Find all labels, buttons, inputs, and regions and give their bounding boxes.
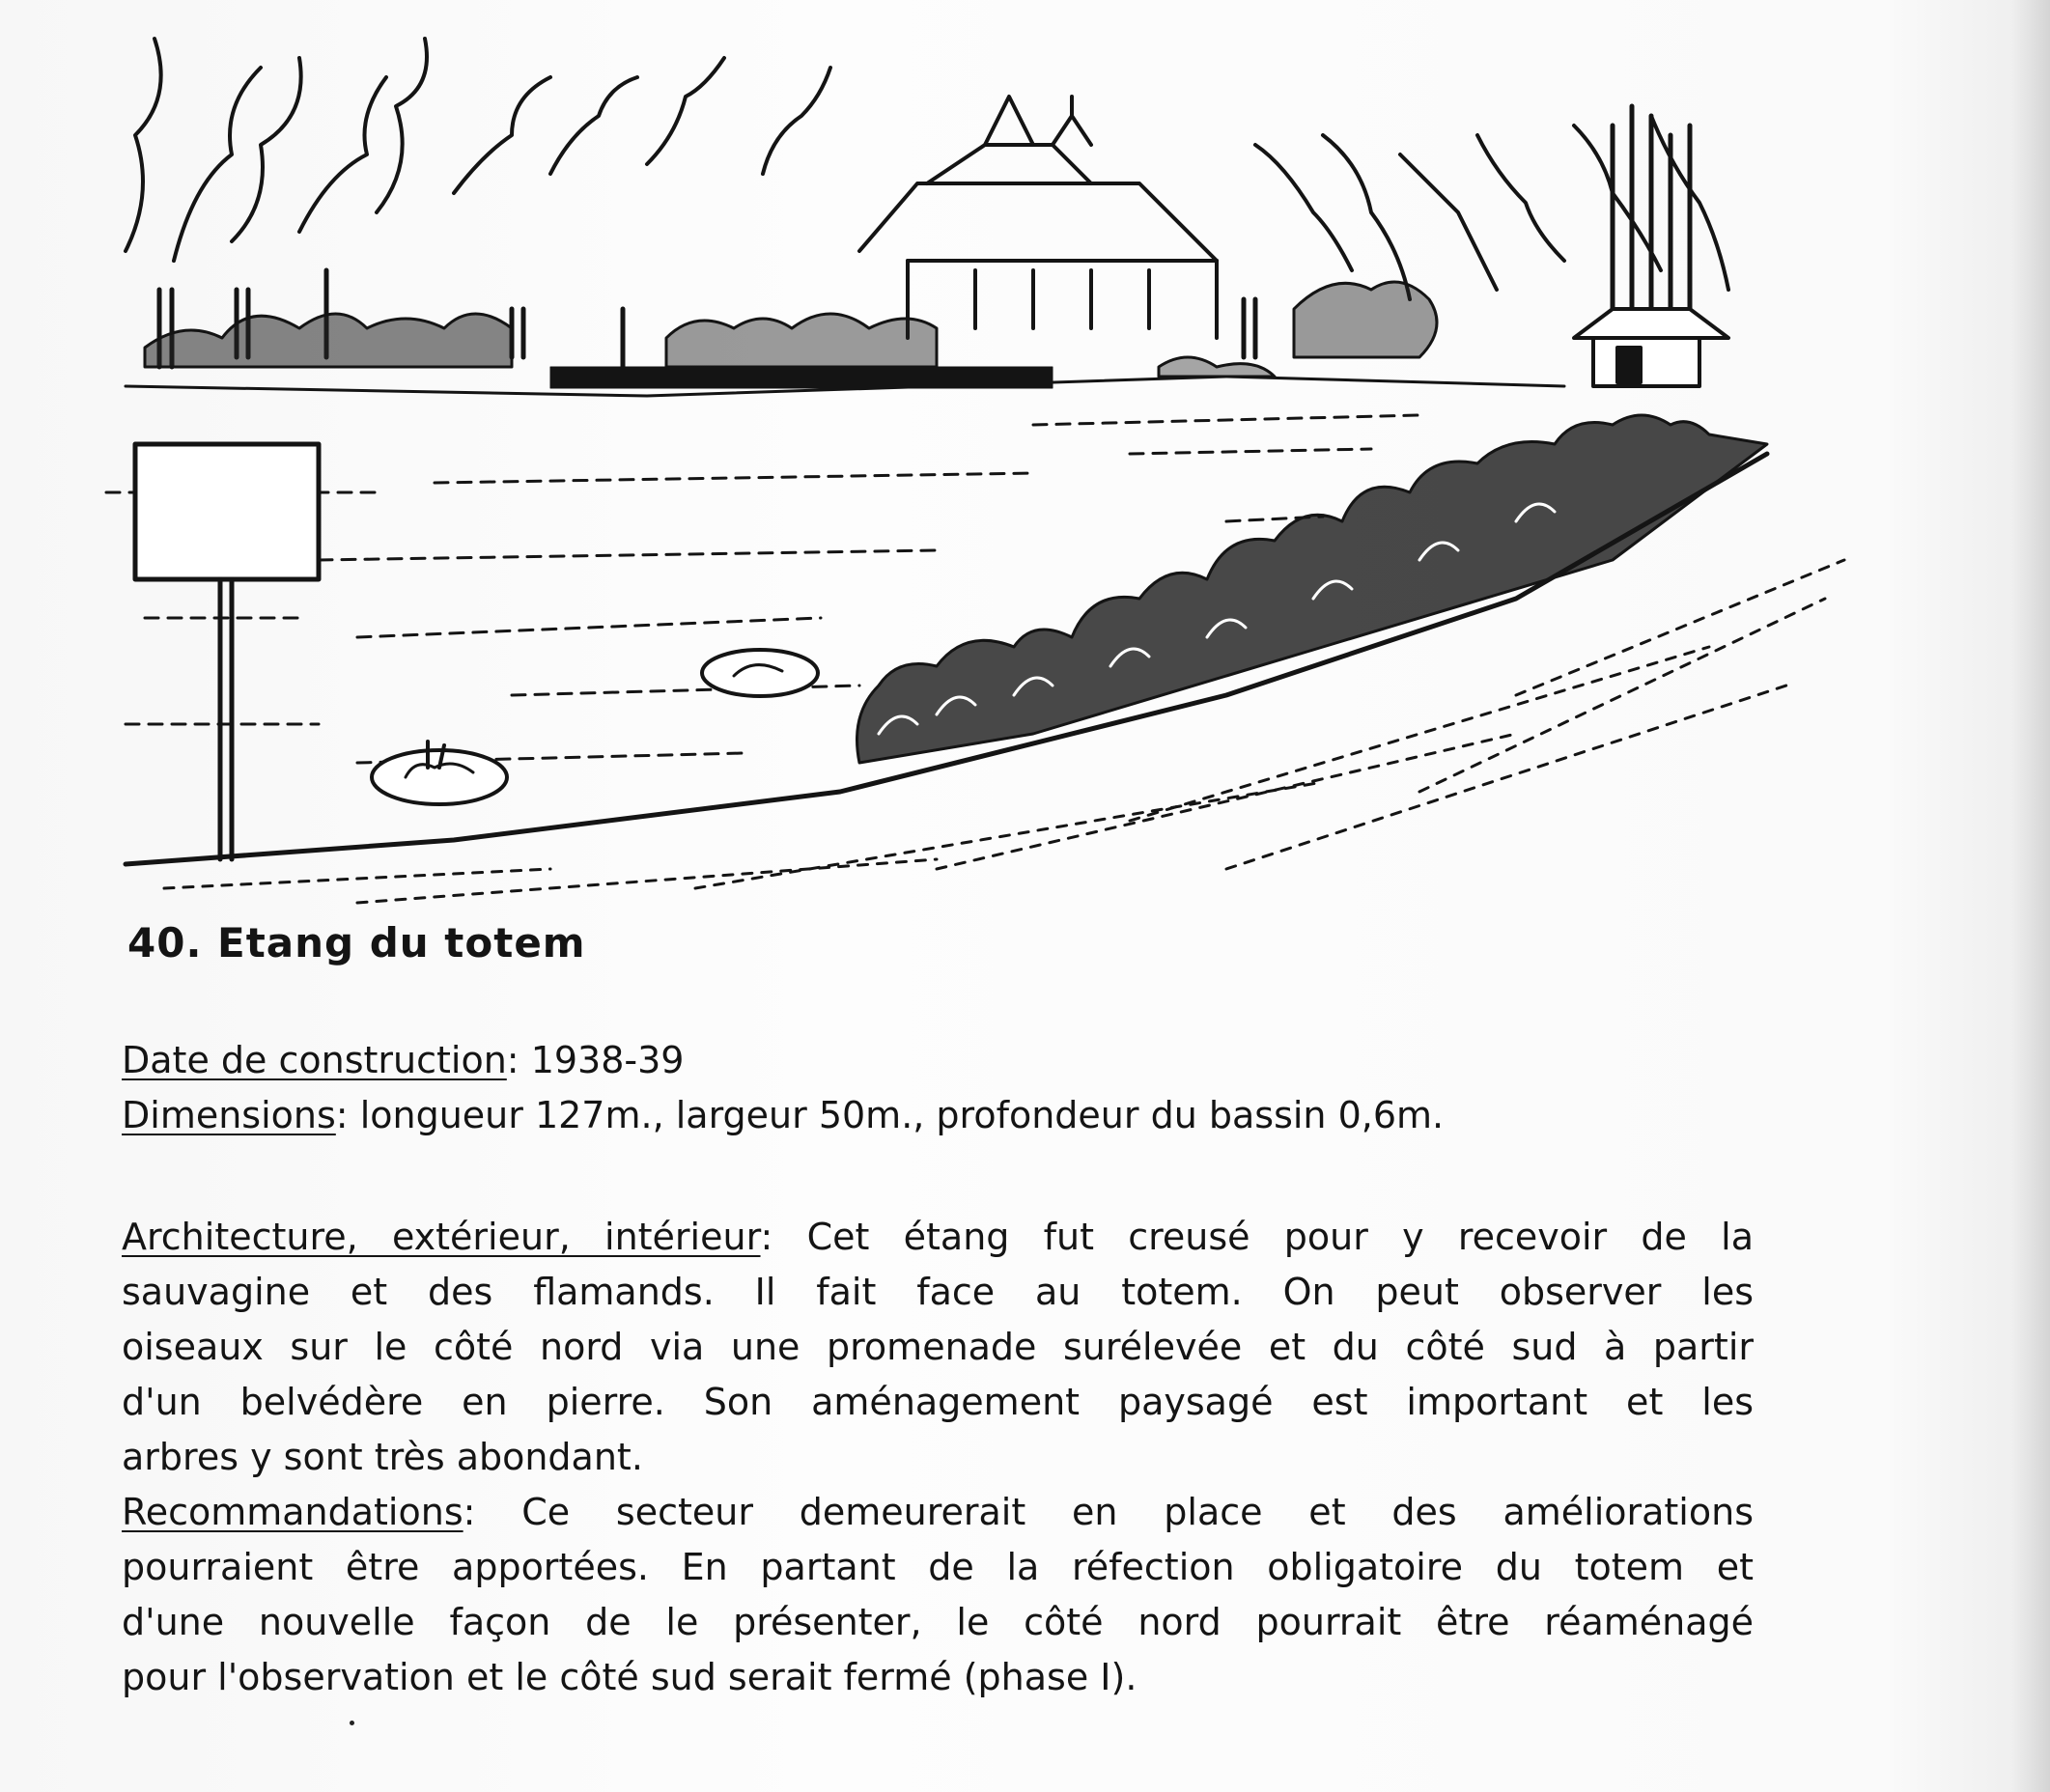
- blank-sign: [135, 444, 319, 859]
- near-bank-shrubs: [857, 415, 1768, 763]
- date-label: Date de construction: [122, 1039, 507, 1081]
- architecture-colon: :: [760, 1216, 773, 1258]
- recommandations-line-4: pour l'observation et le côté sud serait fermé (phase I).: [122, 1656, 1137, 1698]
- belvedere: [1574, 309, 1728, 386]
- stray-dot: [350, 1721, 354, 1725]
- dimensions-label: Dimensions: [122, 1094, 336, 1136]
- recommandations-colon: :: [463, 1491, 476, 1533]
- recommandations-paragraph: [122, 1485, 1754, 1705]
- building: [859, 97, 1217, 338]
- recommandations-line-1: Ce secteur demeurerait en place et des améliorations: [475, 1491, 1754, 1533]
- architecture-paragraph: [122, 1210, 1754, 1485]
- dimensions-value: longueur 127m., largeur 50m., profondeur du bassin 0,6m.: [348, 1094, 1445, 1136]
- architecture-label: Architecture, extérieur, intérieur: [122, 1216, 761, 1258]
- islands: [372, 650, 818, 804]
- date-value: 1938-39: [519, 1039, 685, 1081]
- date-line: [122, 1033, 1754, 1143]
- far-wall: [550, 367, 1053, 388]
- architecture-line-2: sauvagine et des flamands. Il fait face au totem. On peut observer les: [122, 1271, 1754, 1313]
- architecture-line-4: d'un belvédère en pierre. Son aménagement paysagé est important et les: [122, 1381, 1754, 1423]
- pond-illustration: [68, 19, 1864, 917]
- recommandations-line-3: d'une nouvelle façon de le présenter, le côté nord pourrait être réaménagé: [122, 1601, 1754, 1643]
- architecture-line-3: oiseaux sur le côté nord via une promenade surélevée et du côté sud à partir: [122, 1326, 1754, 1368]
- page-edge-shadow: [2011, 0, 2050, 1792]
- recommandations-line-2: pourraient être apportées. En partant de la réfection obligatoire du totem et: [122, 1546, 1754, 1588]
- recommandations-label: Recommandations: [122, 1491, 463, 1533]
- architecture-line-5: arbres y sont très abondant.: [122, 1436, 643, 1478]
- date-colon: :: [506, 1039, 520, 1081]
- architecture-line-1: Cet étang fut creusé pour y recevoir de la: [772, 1216, 1754, 1258]
- figure-caption: 40. Etang du totem: [127, 919, 586, 966]
- dimensions-colon: :: [335, 1094, 349, 1136]
